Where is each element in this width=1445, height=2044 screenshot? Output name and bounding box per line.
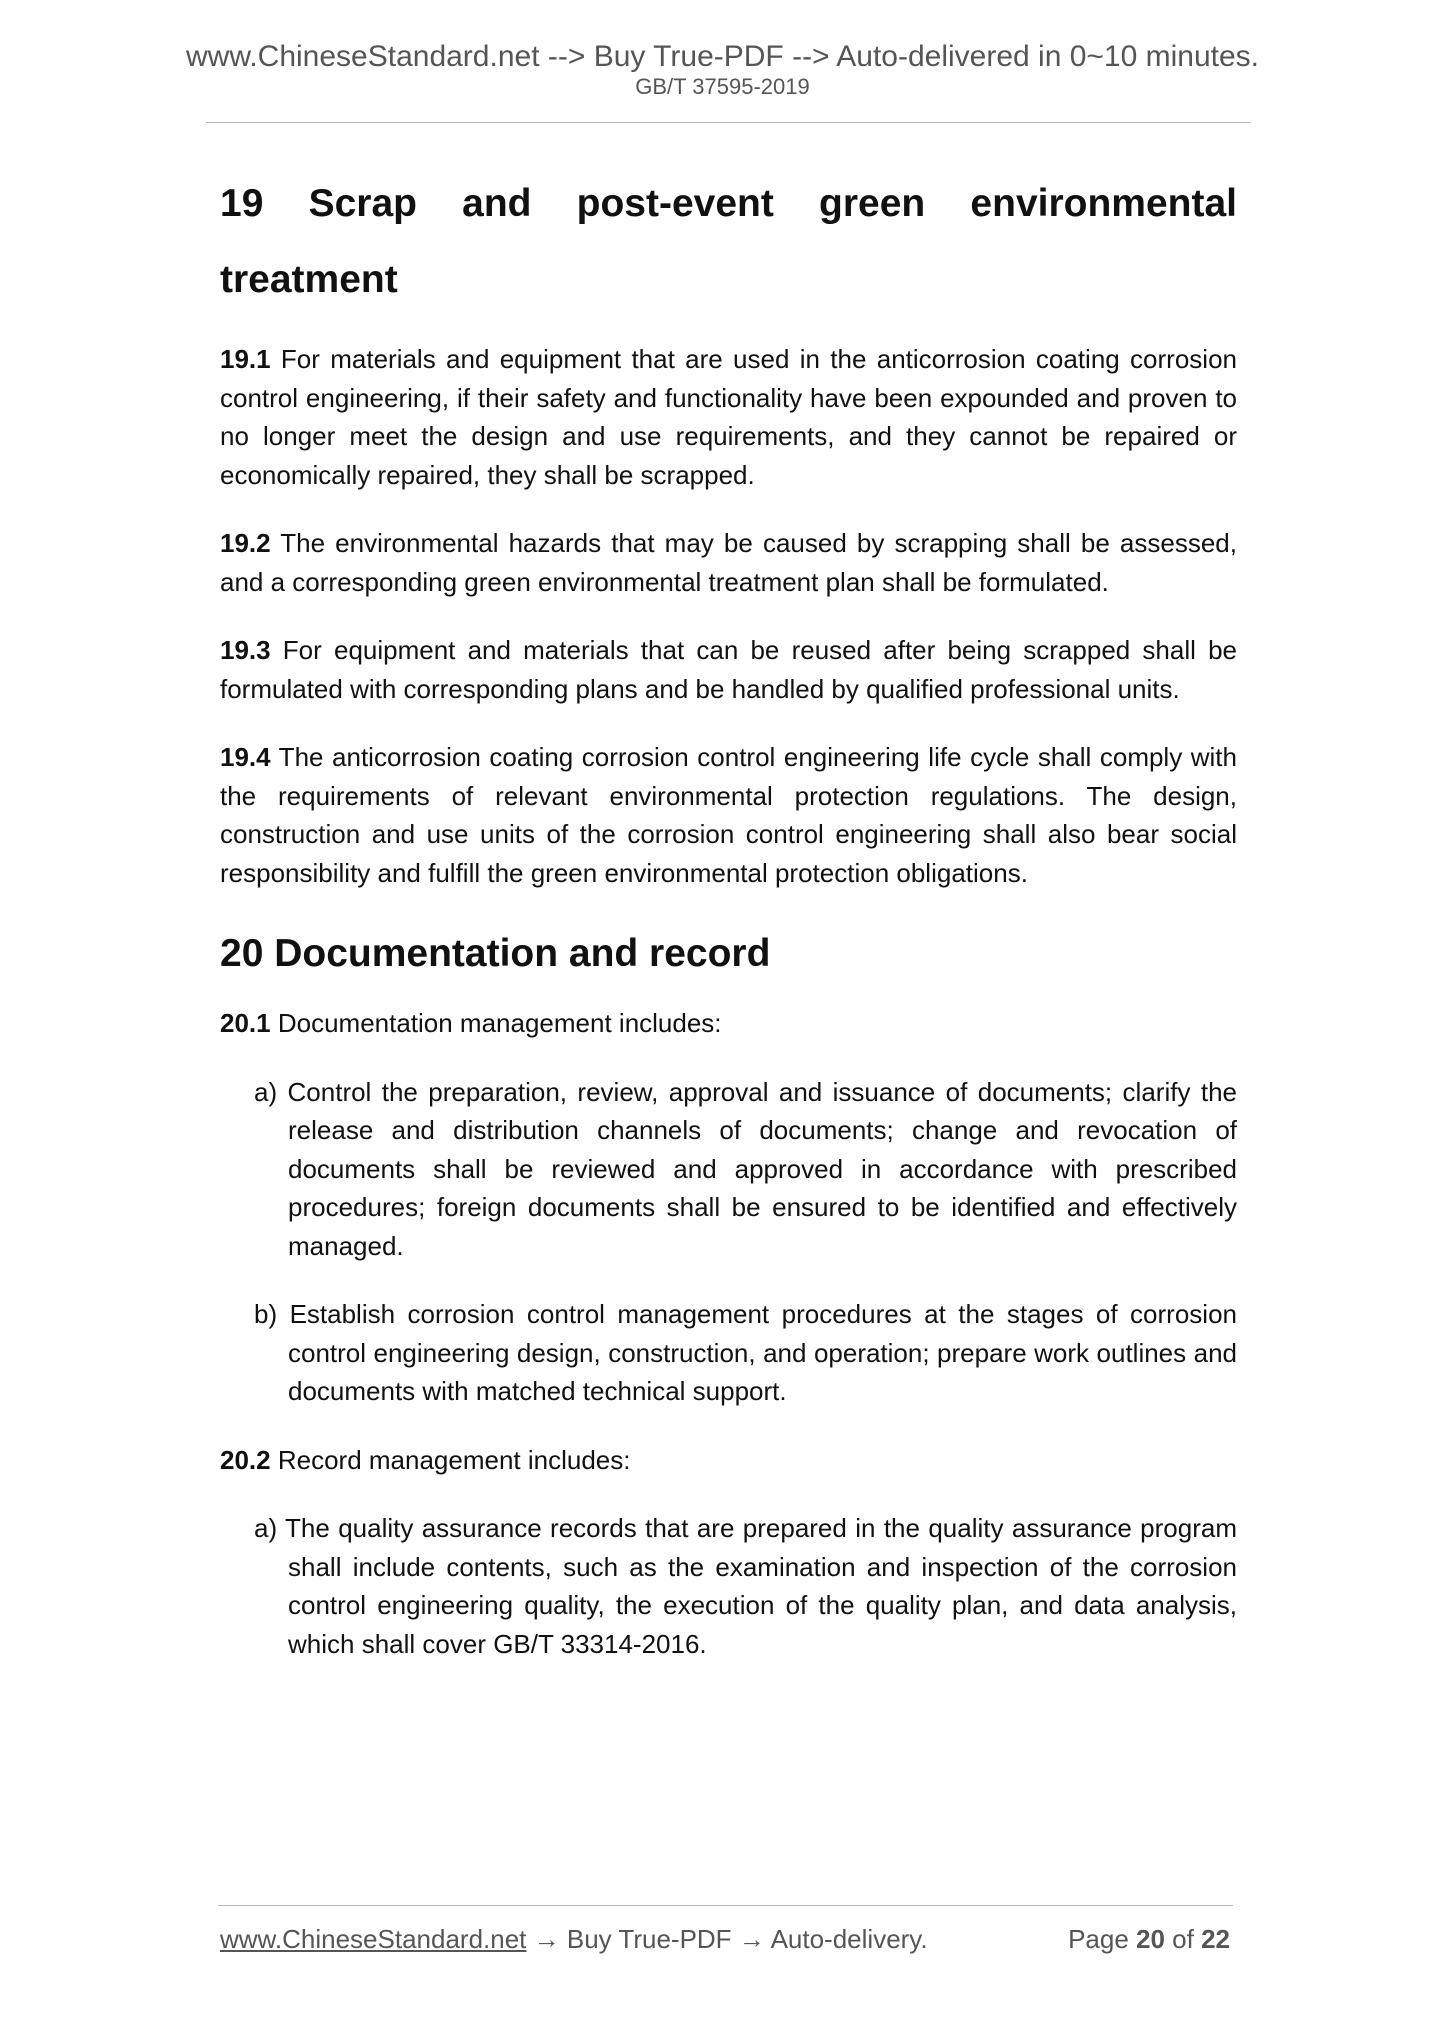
standard-code: GB/T 37595-2019 <box>635 74 810 99</box>
section-20-heading: 20 Documentation and record <box>220 932 771 975</box>
clause-text: For equipment and materials that can be reused after being scrapped shall be formulated with corresponding plans and be handled by qualified professional units. <box>220 635 1237 704</box>
clause-text: Documentation management includes: <box>270 1008 722 1038</box>
clause-text: For materials and equipment that are used in the anticorrosion coating corrosion control engineering, if their safety and functionality have been expounded and proven to no longer meet the design and use requirements, and they cannot be repaired or economically repaired, they shall be scrapped. <box>220 344 1237 490</box>
page-number: 20 <box>1136 1924 1165 1954</box>
section-19-heading: 19 Scrap and post-event green environmental treatment <box>220 182 1237 301</box>
footer-text: → Buy True-PDF → Auto-delivery. <box>526 1924 928 1954</box>
clause-number: 20.2 <box>220 1444 271 1475</box>
clause-19-3 <box>220 631 1237 708</box>
clause-number: 19.3 <box>220 635 271 665</box>
clause-text: Record management includes: <box>270 1444 631 1475</box>
clause-text: The environmental hazards that may be caused by scrapping shall be assessed, and a corresponding green environmental treatment plan shall be formulated. <box>220 528 1237 597</box>
page-total: 22 <box>1201 1924 1230 1954</box>
list-label: b) <box>254 1299 278 1329</box>
page-footer <box>220 1922 1230 1956</box>
clause-number: 20.1 <box>220 1008 271 1038</box>
footer-site-link[interactable]: www.ChineseStandard.net <box>220 1924 527 1954</box>
page-indicator <box>1068 1922 1230 1956</box>
list-text: Control the preparation, review, approval and issuance of documents; clarify the release and distribution channels of documents; change and revocation of documents shall be reviewed and approved in accordance with prescribed procedures; foreign documents shall be ensured to be identified and effectively managed. <box>277 1076 1237 1261</box>
header-banner: www.ChineseStandard.net --> Buy True-PDF --> Auto-delivered in 0~10 minutes. <box>185 40 1260 73</box>
list-text: The quality assurance records that are prepared in the quality assurance program shall include contents, such as the examination and inspection of the corrosion control engineering quality, the execution of the quality plan, and data analysis, which shall cover GB/T 33314-2016. <box>277 1513 1237 1659</box>
clause-number: 19.1 <box>220 344 271 374</box>
header-divider <box>206 122 1251 123</box>
clause-19-1 <box>220 340 1237 494</box>
clause-number: 19.4 <box>220 742 271 772</box>
page-of-label: of <box>1164 1924 1202 1954</box>
clause-text: The anticorrosion coating corrosion control engineering life cycle shall comply with the requirements of relevant environmental protection regulations. The design, construction and use units of the corrosion control engineering shall also bear social responsibility and fulfill the green environmental protection obligations. <box>220 742 1237 888</box>
page-content <box>220 166 1237 1693</box>
footer-divider <box>218 1905 1233 1906</box>
list-label: a) <box>254 1076 278 1107</box>
clause-19-4 <box>220 738 1237 892</box>
clause-20-1 <box>220 1004 1237 1043</box>
list-item-20-1-b <box>220 1295 1237 1411</box>
clause-20-2 <box>220 1441 1237 1480</box>
list-label: a) <box>254 1513 278 1543</box>
page-label: Page <box>1068 1924 1137 1954</box>
clause-19-2 <box>220 524 1237 601</box>
list-item-20-1-a <box>220 1073 1237 1266</box>
clause-number: 19.2 <box>220 528 271 558</box>
list-item-20-2-a <box>220 1509 1237 1663</box>
list-text: Establish corrosion control management procedures at the stages of corrosion control engineering design, construction, and operation; prepare work outlines and documents with matched technical support. <box>277 1299 1237 1406</box>
